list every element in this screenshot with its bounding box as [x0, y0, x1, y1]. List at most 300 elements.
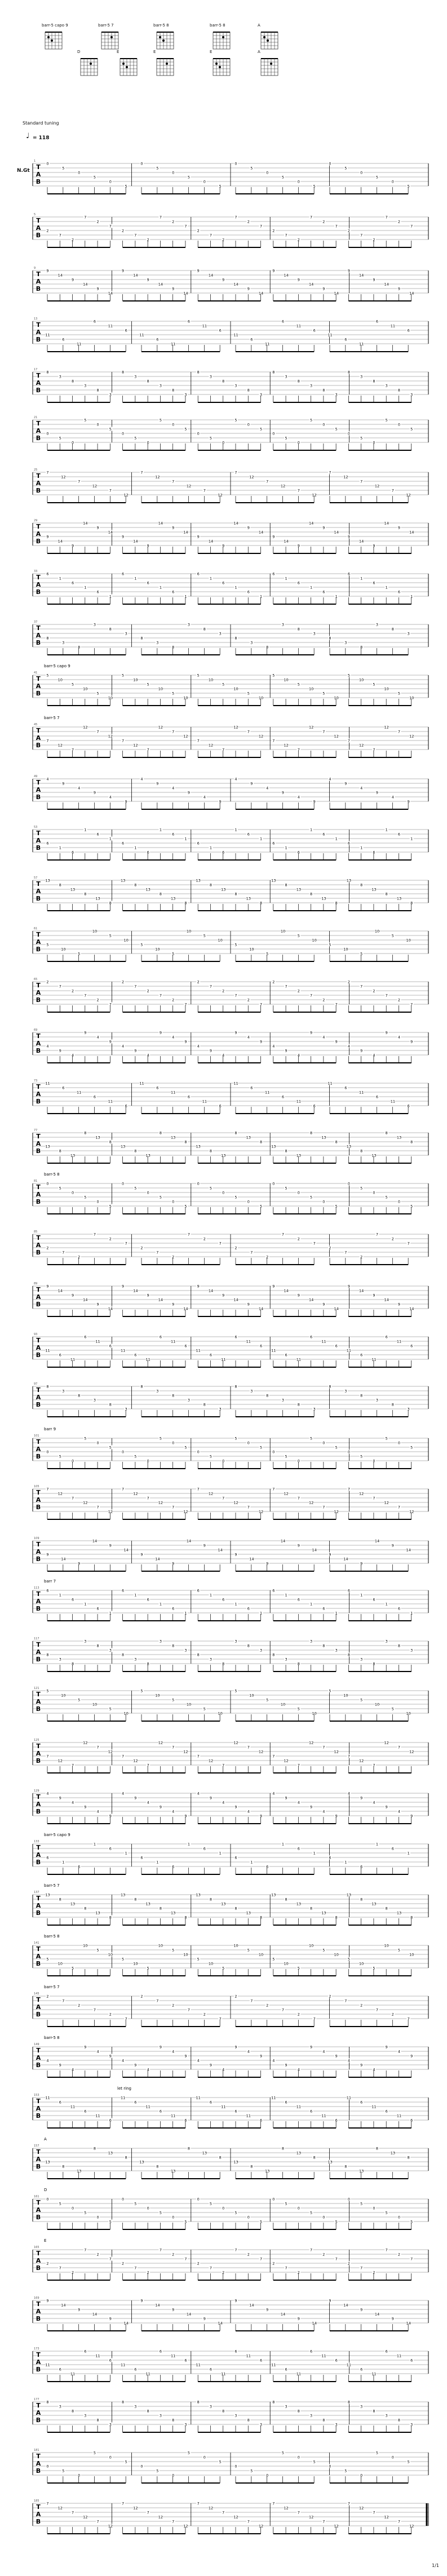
fret-number: 8 — [285, 1897, 287, 1902]
fret-number: 6 — [96, 832, 99, 837]
fret-number: 5 — [209, 1454, 213, 1459]
fret-number: 3 — [219, 1407, 222, 1412]
measure-number: 105 — [34, 1485, 39, 1488]
fret-number: 10 — [123, 938, 129, 943]
fret-number: 12 — [359, 1491, 364, 1496]
fret-number: 8 — [84, 892, 87, 897]
fret-number: 8 — [313, 2155, 316, 2160]
fret-number: 0 — [122, 1181, 125, 1186]
fret-number: 9 — [391, 1543, 394, 1548]
tab-clef-letter: B — [36, 639, 41, 646]
fret-number: 6 — [272, 841, 275, 846]
fret-number: 9 — [247, 1302, 250, 1307]
fret-number: 13 — [371, 1153, 377, 1158]
tab-clef-letter: A — [36, 1801, 41, 1808]
fret-number: 9 — [250, 781, 253, 786]
fret-number: 0 — [347, 1449, 350, 1455]
fret-number: 1 — [219, 1851, 222, 1856]
fret-number: 9 — [172, 2307, 175, 2312]
fret-number: 6 — [134, 2367, 137, 2372]
tab-clef-letter: A — [36, 1648, 41, 1656]
fret-number: 4 — [197, 1791, 200, 1796]
fret-number: 9 — [266, 2307, 269, 2312]
fret-number: 13 — [371, 887, 377, 892]
fret-number: 7 — [96, 1505, 99, 1510]
fret-number: 14 — [208, 539, 214, 544]
fret-number: 6 — [344, 1085, 347, 1090]
tab-clef-letter: T — [36, 982, 41, 989]
fret-number: 5 — [407, 184, 410, 189]
fret-number: 8 — [391, 627, 394, 632]
fret-number: 14 — [308, 282, 314, 287]
fret-number: 1 — [285, 1593, 287, 1598]
fret-number: 11 — [346, 2362, 352, 2367]
fret-number: 0 — [222, 440, 225, 445]
fret-number: 7 — [197, 1487, 200, 1492]
fret-number: 4 — [247, 1035, 250, 1040]
fret-number: 7 — [360, 2265, 363, 2271]
fret-number: 6 — [203, 1846, 206, 1851]
fret-number: 8 — [209, 883, 213, 888]
fret-number: 10 — [123, 1711, 129, 1716]
fret-number: 5 — [159, 418, 162, 423]
fret-number: 2 — [247, 219, 250, 224]
fret-number: 14 — [406, 2321, 411, 2326]
fret-number: 5 — [84, 1436, 87, 1441]
tab-staff-system — [33, 368, 428, 402]
fret-number: 5 — [234, 1436, 237, 1441]
fret-number: 9 — [59, 1048, 61, 1053]
fret-number: 2 — [122, 2261, 125, 2266]
fret-number: 0 — [78, 170, 81, 175]
fret-number: 9 — [410, 1814, 413, 1819]
fret-number: 0 — [172, 2473, 175, 2478]
fret-number: 2 — [122, 979, 125, 985]
fret-number: 0 — [272, 431, 275, 436]
measure-number: 121 — [34, 1687, 39, 1690]
fret-number: 3 — [310, 383, 313, 388]
fret-number: 14 — [108, 530, 113, 535]
tab-clef-letter: B — [36, 1555, 41, 1563]
fret-number: 9 — [172, 1561, 175, 1566]
fret-number: 9 — [360, 1048, 363, 1053]
fret-number: 10 — [208, 1961, 214, 1966]
fret-number: 5 — [156, 2468, 159, 2473]
fret-number: 7 — [250, 1250, 253, 1255]
fret-number: 7 — [46, 470, 49, 475]
measure-number: 49 — [34, 775, 38, 778]
tab-clef-letter: A — [36, 1496, 41, 1504]
tab-staff-system — [33, 2296, 428, 2331]
tab-staff-system — [33, 1172, 428, 1214]
fret-number: 9 — [46, 268, 49, 273]
fret-number: 0 — [266, 2473, 269, 2478]
fret-number: 6 — [347, 1588, 350, 1593]
fret-number: 6 — [410, 1344, 413, 1349]
fret-number: 14 — [57, 539, 63, 544]
tab-clef-letter: T — [36, 1032, 41, 1040]
fret-number: 14 — [183, 530, 188, 535]
fret-number: 3 — [335, 1648, 338, 1653]
fret-number: 13 — [296, 887, 301, 892]
fret-number: 3 — [219, 631, 222, 636]
fret-number: 5 — [219, 184, 222, 189]
fret-number: 3 — [93, 1398, 96, 1403]
fret-number: 7 — [184, 224, 187, 229]
tab-clef-letter: A — [36, 1242, 41, 1249]
fret-number: 1 — [234, 827, 237, 832]
fret-number: 6 — [125, 1103, 127, 1109]
fret-number: 7 — [247, 729, 250, 734]
fret-number: 0 — [71, 440, 74, 445]
fret-number: 7 — [159, 993, 162, 998]
fret-number: 12 — [258, 1509, 264, 1514]
tab-clef-letter: T — [36, 779, 41, 786]
fret-number: 13 — [221, 1153, 226, 1158]
fret-number: 6 — [360, 1353, 363, 1358]
tab-clef-letter: A — [36, 1851, 41, 1859]
fret-number: 14 — [158, 1297, 163, 1302]
fret-number: 1 — [385, 1602, 388, 1607]
tab-clef-letter: T — [36, 2402, 41, 2409]
fret-number: 7 — [84, 2247, 87, 2253]
fret-number: 13 — [196, 1144, 201, 1149]
fret-number: 6 — [385, 2109, 388, 2114]
fret-number: 8 — [360, 883, 363, 888]
fret-number: 9 — [84, 1030, 87, 1035]
fret-number: 5 — [347, 1957, 350, 1962]
fret-number: 9 — [209, 1048, 213, 1053]
fret-number: 6 — [84, 1334, 87, 1340]
fret-number: 9 — [391, 2316, 394, 2321]
fret-number: 3 — [313, 1407, 316, 1412]
tab-staff-system — [33, 1333, 428, 1367]
fret-number: 7 — [109, 1002, 112, 1007]
fret-number: 12 — [334, 1509, 339, 1514]
fret-number: 5 — [335, 2219, 338, 2224]
fret-number: 9 — [385, 1804, 388, 1810]
fret-number: 4 — [147, 1053, 149, 1058]
measure-number: 153 — [34, 2094, 39, 2097]
fret-number: 5 — [285, 2201, 287, 2206]
tab-staff-system — [33, 2238, 428, 2280]
fret-number: 6 — [59, 1353, 61, 1358]
fret-number: 13 — [95, 1910, 100, 1916]
chord-label: barr-5 7 — [44, 716, 60, 720]
fret-number: 5 — [234, 2210, 237, 2215]
fret-number: 9 — [84, 2045, 87, 2050]
fret-number: 8 — [147, 379, 149, 384]
tab-clef-letter: T — [36, 2047, 41, 2054]
fret-number: 2 — [329, 1245, 331, 1251]
fret-number: 9 — [46, 2298, 49, 2303]
fret-number: 13 — [346, 1892, 352, 1897]
fret-number: 11 — [296, 323, 301, 329]
fret-number: 12 — [384, 725, 389, 730]
fret-number: 7 — [125, 2016, 127, 2021]
chord-label: E — [44, 2238, 47, 2243]
fret-number: 6 — [122, 571, 125, 577]
fret-number: 9 — [322, 525, 325, 530]
fret-number: 2 — [247, 2252, 250, 2257]
fret-number: 0 — [197, 1449, 200, 1455]
fret-number: 6 — [46, 1855, 49, 1860]
fret-number: 5 — [222, 1966, 225, 1971]
fret-number: 9 — [266, 1561, 269, 1566]
fret-number: 9 — [360, 2307, 363, 2312]
fret-number: 6 — [397, 1606, 401, 1611]
fret-number: 8 — [134, 1149, 137, 1154]
fret-number: 7 — [360, 479, 363, 484]
fret-number: 8 — [234, 892, 237, 897]
fret-number: 3 — [59, 374, 61, 379]
tab-clef-letter: B — [36, 2163, 41, 2170]
fret-number: 3 — [184, 392, 187, 397]
fret-number: 6 — [46, 841, 49, 846]
fret-number: 14 — [249, 1557, 254, 1562]
fret-number: 7 — [62, 1998, 65, 2003]
fret-number: 5 — [140, 942, 143, 947]
fret-number: 7 — [59, 233, 61, 238]
fret-number: 11 — [321, 2113, 326, 2118]
tuning-label: Standard tuning — [23, 121, 59, 126]
tab-clef-letter: B — [36, 1147, 41, 1155]
fret-number: 0 — [109, 179, 112, 184]
fret-number: 5 — [93, 2450, 96, 2455]
fret-number: 2 — [96, 219, 99, 224]
fret-number: 12 — [108, 734, 113, 739]
fret-number: 0 — [347, 2197, 350, 2202]
fret-number: 7 — [187, 1232, 191, 1237]
fret-number: 12 — [57, 1758, 63, 1763]
fret-number: 6 — [84, 2109, 87, 2114]
fret-number: 2 — [147, 2270, 149, 2275]
fret-number: 8 — [335, 901, 338, 906]
fret-number: 8 — [172, 388, 175, 393]
fret-number: 6 — [62, 337, 65, 342]
tab-clef-letter: T — [36, 1183, 41, 1191]
fret-number: 6 — [272, 1588, 275, 1593]
fret-number: 3 — [360, 374, 363, 379]
fret-number: 10 — [409, 1952, 414, 1957]
fret-number: 7 — [272, 738, 275, 743]
fret-number: 5 — [46, 942, 49, 947]
fret-number: 5 — [172, 691, 175, 696]
tab-clef-letter: B — [36, 434, 41, 442]
fret-number: 11 — [296, 2104, 301, 2109]
fret-number: 13 — [321, 896, 326, 901]
fret-number: 12 — [409, 1749, 414, 1754]
fret-number: 11 — [233, 332, 238, 338]
fret-number: 1 — [184, 1611, 187, 1616]
fret-number: 11 — [327, 1081, 333, 1086]
tab-clef-letter: T — [36, 2453, 41, 2460]
fret-number: 9 — [272, 534, 275, 539]
fret-number: 11 — [171, 1090, 176, 1095]
chord-label: barr-5 7 — [44, 1985, 60, 1989]
chord-label: barr-5 8 — [44, 1934, 60, 1939]
fret-number: 5 — [134, 2201, 137, 2206]
fret-number: 9 — [209, 2063, 213, 2068]
fret-number: 6 — [272, 571, 275, 577]
fret-number: 6 — [285, 2100, 287, 2105]
fret-number: 9 — [360, 2063, 363, 2068]
fret-number: 7 — [46, 1754, 49, 1759]
measure-number: 161 — [34, 2195, 39, 2198]
fret-number: 7 — [59, 984, 61, 989]
fret-number: 3 — [385, 383, 388, 388]
fret-number: 8 — [187, 2146, 191, 2151]
tab-clef-letter: T — [36, 1641, 41, 1648]
fret-number: 12 — [334, 2524, 339, 2529]
fret-number: 7 — [197, 738, 200, 743]
fret-number: 0 — [391, 179, 394, 184]
fret-number: 14 — [158, 521, 163, 526]
fret-number: 8 — [347, 1652, 350, 1657]
fret-number: 8 — [360, 645, 363, 650]
fret-number: 3 — [410, 2422, 413, 2427]
fret-number: 7 — [373, 2510, 375, 2515]
fret-number: 13 — [70, 1153, 76, 1158]
fret-number: 3 — [310, 2413, 313, 2418]
fret-number: 13 — [359, 2169, 364, 2174]
fret-number: 9 — [147, 543, 149, 548]
fret-number: 0 — [147, 1190, 149, 1195]
measure-number: 33 — [34, 570, 38, 573]
fret-number: 1 — [62, 1860, 65, 1865]
fret-number: 3 — [125, 631, 127, 636]
fret-number: 8 — [184, 1915, 187, 1920]
fret-number: 5 — [310, 418, 313, 423]
fret-number: 0 — [322, 2215, 325, 2220]
tab-clef-letter: A — [36, 278, 41, 285]
fret-number: 6 — [407, 1103, 410, 1109]
fret-number: 11 — [221, 2104, 226, 2109]
fret-number: 11 — [371, 2104, 377, 2109]
fret-number: 7 — [360, 233, 363, 238]
fret-number: 9 — [360, 1795, 363, 1801]
fret-number: 6 — [247, 832, 250, 837]
tab-clef-letter: T — [36, 1083, 41, 1090]
fret-number: 9 — [46, 1552, 49, 1557]
fret-number: 1 — [410, 836, 413, 841]
fret-number: 11 — [265, 342, 270, 347]
tab-staff-system — [33, 1687, 428, 1721]
measure-number: 37 — [34, 620, 38, 624]
fret-number: 8 — [71, 379, 74, 384]
fret-number: 7 — [62, 1250, 65, 1255]
fret-number: 8 — [322, 388, 325, 393]
fret-number: 3 — [134, 374, 137, 379]
fret-number: 5 — [247, 1948, 250, 1953]
tab-clef-letter: A — [36, 1293, 41, 1301]
fret-number: 9 — [234, 1030, 237, 1035]
fret-number: 6 — [125, 328, 127, 333]
fret-number: 8 — [109, 1402, 112, 1407]
fret-number: 6 — [397, 589, 401, 595]
tab-staff-system — [33, 2137, 428, 2179]
fret-number: 9 — [285, 1795, 287, 1801]
fret-number: 0 — [46, 1449, 49, 1455]
fret-number: 9 — [397, 525, 401, 530]
fret-number: 11 — [396, 2113, 402, 2118]
tab-clef-letter: A — [36, 938, 41, 946]
fret-number: 10 — [406, 1711, 411, 1716]
tab-clef-letter: B — [36, 336, 41, 343]
tab-clef-letter: B — [36, 1249, 41, 1256]
fret-number: 12 — [108, 1749, 113, 1754]
fret-number: 3 — [281, 622, 285, 627]
tab-staff-system — [33, 1934, 428, 1976]
fret-number: 7 — [272, 1487, 275, 1492]
tab-clef-letter: B — [36, 946, 41, 953]
tab-clef-letter: B — [36, 2518, 41, 2525]
fret-number: 9 — [78, 1561, 81, 1566]
tab-staff-system — [33, 2036, 428, 2077]
fret-number: 7 — [93, 1232, 96, 1237]
fret-number: 5 — [360, 1697, 363, 1702]
fret-number: 4 — [46, 777, 49, 782]
fret-number: 10 — [158, 1943, 163, 1948]
fret-number: 6 — [310, 2109, 313, 2114]
fret-number: 7 — [234, 470, 237, 475]
fret-number: 7 — [410, 1002, 413, 1007]
fret-number: 9 — [96, 286, 99, 291]
fret-number: 7 — [347, 1754, 350, 1759]
fret-number: 13 — [346, 1144, 352, 1149]
tab-clef-letter: A — [36, 1140, 41, 1147]
fret-number: 0 — [272, 2197, 275, 2202]
fret-number: 8 — [203, 627, 206, 632]
fret-number: 13 — [196, 1892, 201, 1897]
fret-number: 4 — [347, 1791, 350, 1796]
fret-number: 8 — [96, 1643, 99, 1648]
fret-number: 2 — [46, 1245, 49, 1251]
fret-number: 1 — [335, 594, 338, 599]
fret-number: 12 — [183, 734, 188, 739]
fret-number: 6 — [156, 337, 159, 342]
tab-clef-letter: B — [36, 1656, 41, 1663]
fret-number: 9 — [272, 1284, 275, 1289]
fret-number: 2 — [78, 2003, 81, 2008]
fret-number: 11 — [296, 2371, 301, 2377]
tab-clef-letter: T — [36, 1286, 41, 1293]
fret-number: 11 — [246, 2113, 251, 2118]
fret-number: 8 — [172, 1393, 175, 1398]
fret-number: 3 — [187, 1398, 191, 1403]
fret-number: 3 — [209, 2404, 213, 2409]
fret-number: 8 — [329, 636, 331, 641]
fret-number: 2 — [172, 997, 175, 1003]
fret-number: 4 — [297, 795, 300, 800]
fret-number: 9 — [172, 525, 175, 530]
fret-number: 8 — [134, 1897, 137, 1902]
fret-number: 0 — [373, 2206, 375, 2211]
fret-number: 0 — [322, 1440, 325, 1446]
fret-number: 11 — [45, 2362, 50, 2367]
fret-number: 5 — [385, 418, 388, 423]
fret-number: 2 — [360, 2003, 363, 2008]
fret-number: 9 — [373, 1293, 375, 1298]
fret-number: 10 — [133, 677, 138, 682]
fret-number: 8 — [134, 883, 137, 888]
fret-number: 13 — [171, 1135, 176, 1140]
fret-number: 6 — [184, 2358, 187, 2363]
fret-number: 9 — [297, 1293, 300, 1298]
fret-number: 11 — [390, 1099, 395, 1104]
fret-number: 11 — [145, 2371, 151, 2377]
fret-number: 1 — [285, 576, 287, 581]
